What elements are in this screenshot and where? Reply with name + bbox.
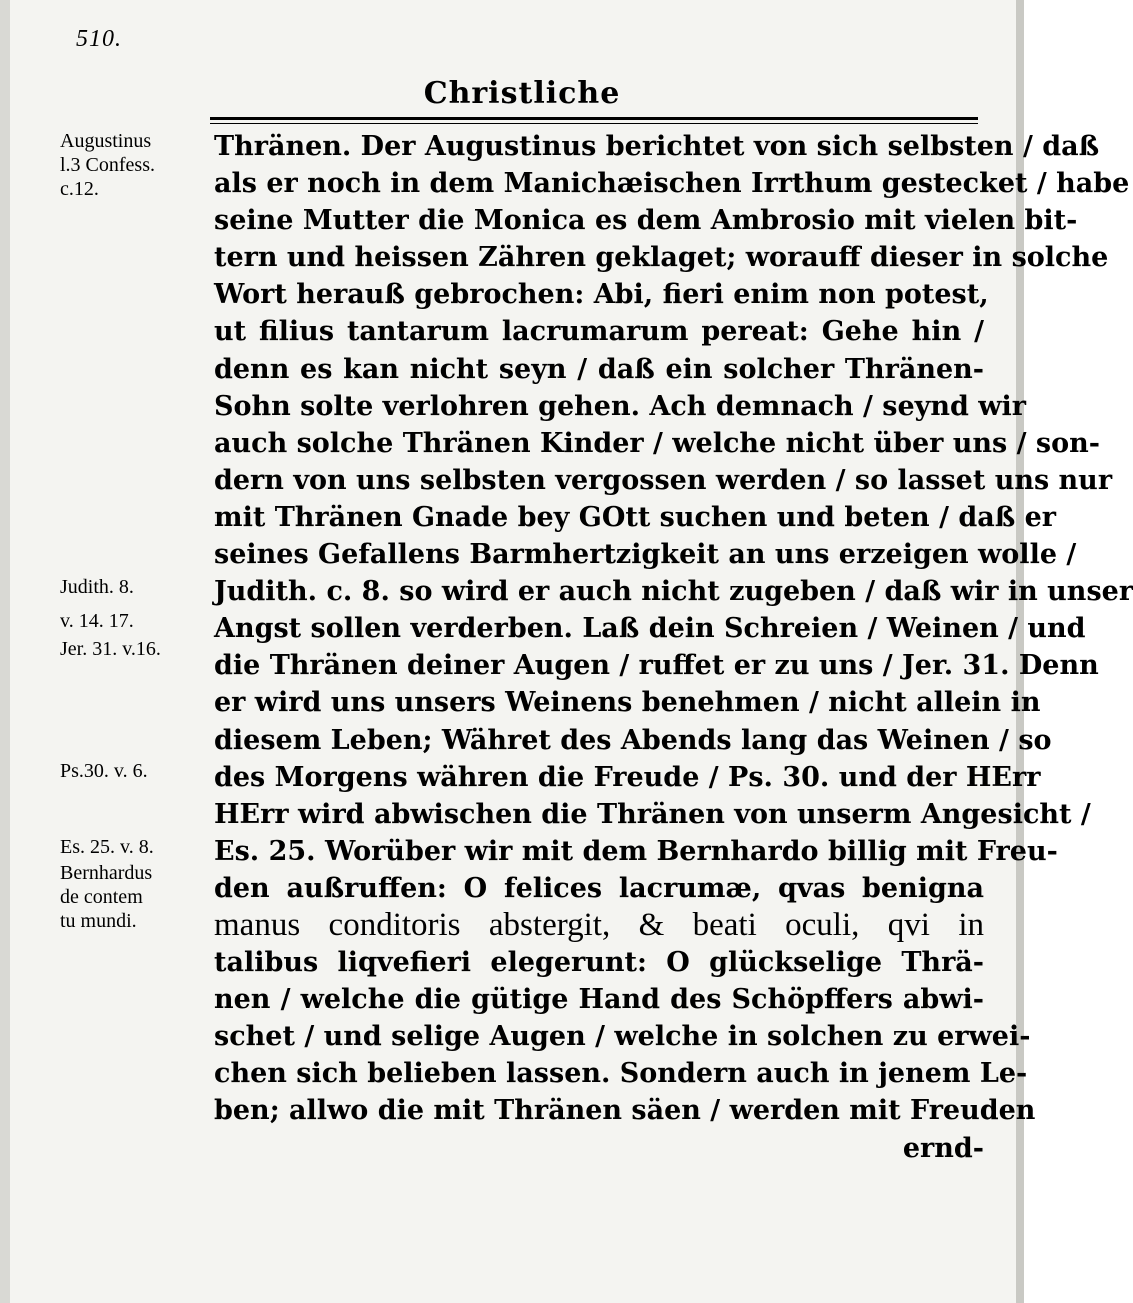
text-line: HErr wird abwischen die Thränen von unserm Angesicht / xyxy=(214,798,1091,830)
text-line: talibus liqvefieri elegerunt: O glückselige Thrä- xyxy=(214,947,984,979)
margin-note: Ps.30. v. 6. xyxy=(60,760,148,782)
text-line: seine Mutter die Monica es dem Ambrosio mit vielen bit- xyxy=(214,205,1078,237)
text-line: Judith. c. 8. so wird er auch nicht zugeben / daß wir in unser xyxy=(214,576,1133,608)
text-line: nen / welche die gütige Hand des Schöpffers abwi- xyxy=(214,984,984,1016)
margin-note: de contem xyxy=(60,886,143,908)
text-line: Wort herauß gebrochen: Abi, fieri enim non potest, xyxy=(214,279,989,311)
text-line: er wird uns unsers Weinens benehmen / nicht allein in xyxy=(214,687,1041,719)
text-line: chen sich belieben lassen. Sondern auch in jenem Le- xyxy=(214,1058,1028,1090)
margin-note: Jer. 31. v.16. xyxy=(60,638,161,660)
margin-note: c.12. xyxy=(60,178,99,200)
running-head: Christliche xyxy=(423,76,621,111)
header-rule-thin xyxy=(210,123,978,124)
margin-note: Es. 25. v. 8. xyxy=(60,836,154,858)
margin-note: tu mundi. xyxy=(60,910,137,932)
text-line: seines Gefallens Barmhertzigkeit an uns erzeigen wolle / xyxy=(214,539,1077,571)
text-line: Angst sollen verderben. Laß dein Schreien / Weinen / und xyxy=(214,613,1086,645)
text-line: denn es kan nicht seyn / daß ein solcher Thränen- xyxy=(214,353,984,385)
text-line: ut filius tantarum lacrumarum pereat: Gehe hin / xyxy=(214,316,984,348)
text-line: als er noch in dem Manichæischen Irrthum gestecket / habe xyxy=(214,168,1130,200)
margin-notes xyxy=(50,124,220,1224)
margin-note: Bernhardus xyxy=(60,862,153,884)
text-line: schet / und selige Augen / welche in solchen zu erwei- xyxy=(214,1021,1031,1053)
margin-note: v. 14. 17. xyxy=(60,610,134,632)
header-rule xyxy=(210,117,978,120)
margin-note: Judith. 8. xyxy=(60,576,134,598)
text-line: dern von uns selbsten vergossen werden / so lasset uns nur xyxy=(214,464,1113,496)
text-line: ben; allwo die mit Thränen säen / werden mit Freuden xyxy=(214,1095,1036,1127)
text-line: Es. 25. Worüber wir mit dem Bernhardo billig mit Freu- xyxy=(214,835,1058,867)
catchword: ernd- xyxy=(902,1132,984,1164)
text-line-latin: manus conditoris abstergit, & beati oculi, qvi in xyxy=(214,906,984,943)
page-number: 510. xyxy=(76,26,122,52)
text-line: Sohn solte verlohren gehen. Ach demnach / seynd wir xyxy=(214,390,1027,422)
margin-note: Augustinus xyxy=(60,130,152,152)
text-line: tern und heissen Zähren geklaget; worauff dieser in solche xyxy=(214,242,1109,274)
text-line: des Morgens währen die Freude / Ps. 30. und der HErr xyxy=(214,761,1041,793)
body-text xyxy=(214,128,1133,1167)
text-line: Thränen. Der Augustinus berichtet von sich selbsten / daß xyxy=(214,131,1100,162)
margin-note: l.3 Confess. xyxy=(60,154,155,176)
text-line: auch solche Thränen Kinder / welche nicht über uns / son- xyxy=(214,427,1100,459)
text-line: den außruffen: O felices lacrumæ, qvas benigna xyxy=(214,872,984,904)
text-line: die Thränen deiner Augen / ruffet er zu uns / Jer. 31. Denn xyxy=(214,650,1099,682)
text-line: diesem Leben; Währet des Abends lang das Weinen / so xyxy=(214,724,1052,756)
text-line: mit Thränen Gnade bey GOtt suchen und beten / daß er xyxy=(214,501,1057,533)
